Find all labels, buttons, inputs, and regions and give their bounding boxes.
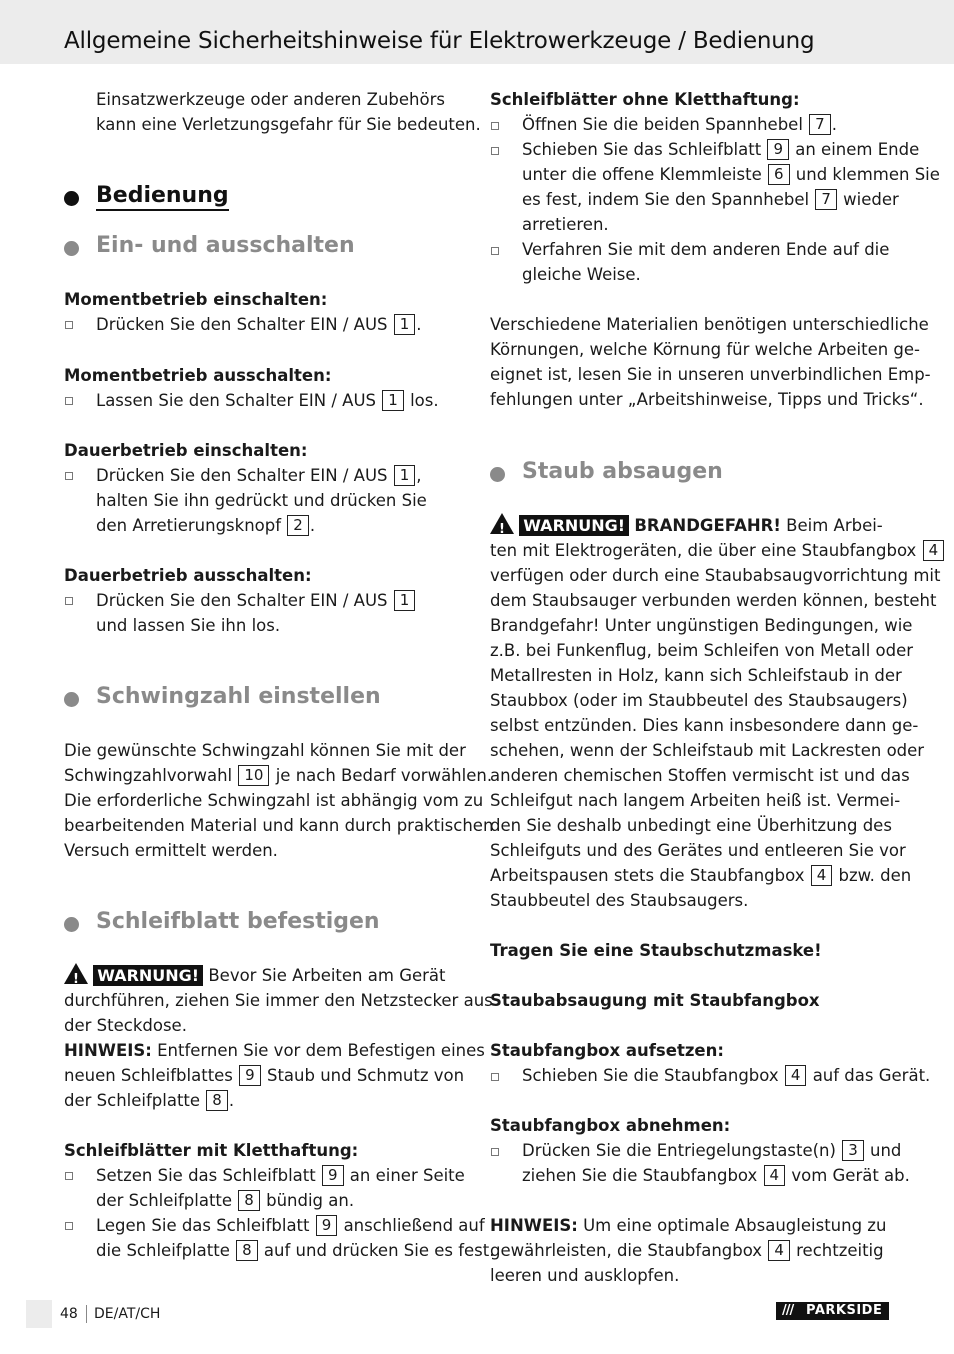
paragraph-line: z.B. bei Funkenflug, beim Schleifen von Metall oder: [490, 641, 914, 660]
list-item-cont: und lassen Sie ihn los.: [96, 616, 281, 635]
list-item-cont: ziehen Sie die Staubfangbox 4 vom Gerät ab.: [522, 1166, 910, 1185]
bullet-dot: [64, 241, 79, 256]
paragraph-line: verfügen oder durch eine Staubabsaugvorrichtung mit: [490, 566, 941, 585]
paragraph-line: Schleifguts und des Gerätes und entleeren Sie vor: [490, 841, 906, 860]
checkbox-bullet-icon: [65, 321, 73, 329]
hint-line: HINWEIS: Entfernen Sie vor dem Befestigen eines: [64, 1041, 485, 1060]
subheading: Tragen Sie eine Staubschutzmaske!: [490, 941, 822, 960]
intro-line: kann eine Verletzungsgefahr für Sie bedeuten.: [96, 115, 481, 134]
subheading: Staubfangbox aufsetzen:: [490, 1041, 724, 1060]
paragraph-line: Staubbeutel des Staubsaugers.: [490, 891, 749, 910]
paragraph-line: den Sie deshalb unbedingt eine Überhitzung des: [490, 816, 892, 835]
paragraph-line: Körnungen, welche Körnung für welche Arbeiten ge-: [490, 340, 920, 359]
warning-label: WARNUNG!: [519, 515, 629, 536]
paragraph-line: selbst entzünden. Dies kann insbesondere dann ge-: [490, 716, 919, 735]
subheading: Schleifblätter ohne Kletthaftung:: [490, 90, 800, 109]
checkbox-bullet-icon: [491, 122, 499, 130]
logo-text: PARKSIDE: [806, 1303, 883, 1318]
checkbox-bullet-icon: [491, 1073, 499, 1081]
warning-label: WARNUNG!: [93, 965, 203, 986]
paragraph-line: Versuch ermittelt werden.: [64, 841, 278, 860]
list-item: Setzen Sie das Schleifblatt 9 an einer Seite: [96, 1166, 465, 1185]
subheading: Dauerbetrieb ausschalten:: [64, 566, 312, 585]
checkbox-bullet-icon: [65, 1222, 73, 1230]
paragraph-line: der Steckdose.: [64, 1016, 187, 1035]
list-item-cont: den Arretierungsknopf 2 .: [96, 516, 316, 535]
list-item: Schieben Sie das Schleifblatt 9 an einem Ende: [522, 140, 920, 159]
paragraph-line: schehen, wenn der Schleifstaub mit Lackresten oder: [490, 741, 925, 760]
checkbox-bullet-icon: [491, 147, 499, 155]
paragraph-line: leeren und ausklopfen.: [490, 1266, 680, 1285]
page-title: Allgemeine Sicherheitshinweise für Elektrowerkzeuge / Bedienung: [64, 28, 815, 54]
list-item: Drücken Sie den Schalter EIN / AUS 1 ,: [96, 466, 422, 485]
paragraph-line: ten mit Elektrogeräten, die über eine Staubfangbox 4: [490, 538, 945, 563]
list-item: Lassen Sie den Schalter EIN / AUS 1 los.: [96, 391, 439, 410]
checkbox-bullet-icon: [491, 1148, 499, 1156]
intro-line: Einsatzwerkzeuge oder anderen Zubehörs: [96, 90, 445, 109]
warning-triangle-icon: !: [490, 513, 514, 534]
page-number: 48: [60, 1306, 78, 1322]
heading-ein-aus: Ein- und ausschalten: [96, 233, 355, 258]
paragraph-line: Die gewünschte Schwingzahl können Sie mit der: [64, 741, 466, 760]
paragraph-line: Schwingzahlvorwahl 10 je nach Bedarf vorwählen.: [64, 766, 493, 785]
paragraph-line: Die erforderliche Schwingzahl ist abhängig vom zu: [64, 791, 484, 810]
paragraph-line: eignet ist, lesen Sie in unseren unverbindlichen Emp-: [490, 365, 931, 384]
list-item-cont: halten Sie ihn gedrückt und drücken Sie: [96, 491, 427, 510]
paragraph-line: neuen Schleifblattes 9 Staub und Schmutz von: [64, 1066, 465, 1085]
list-item: Drücken Sie den Schalter EIN / AUS 1 .: [96, 315, 422, 334]
hint-line: HINWEIS: Um eine optimale Absaugleistung zu: [490, 1216, 887, 1235]
heading-bedienung: Bedienung: [96, 183, 229, 208]
paragraph-line: Metallresten in Holz, kann sich Schleifstaub in der: [490, 666, 902, 685]
list-item: Legen Sie das Schleifblatt 9 anschließend auf: [96, 1216, 485, 1235]
paragraph-line: dem Staubsauger verbunden werden können, besteht: [490, 591, 937, 610]
footer-divider: [86, 1305, 87, 1323]
list-item-cont: die Schleifplatte 8 auf und drücken Sie es fest.: [96, 1241, 495, 1260]
list-item-cont: arretieren.: [522, 215, 609, 234]
warning-triangle-icon: !: [64, 963, 88, 984]
paragraph-line: fehlungen unter „Arbeitshinweise, Tipps und Tricks“.: [490, 390, 924, 409]
paragraph-line: Schleifgut nach langem Arbeiten heiß ist. Vermei-: [490, 791, 901, 810]
checkbox-bullet-icon: [65, 397, 73, 405]
heading-schwingzahl: Schwingzahl einstellen: [96, 684, 381, 709]
paragraph-line: gewährleisten, die Staubfangbox 4 rechtzeitig: [490, 1241, 884, 1260]
subheading: Schleifblätter mit Kletthaftung:: [64, 1141, 359, 1160]
list-item-cont: der Schleifplatte 8 bündig an.: [96, 1191, 355, 1210]
list-item: Schieben Sie die Staubfangbox 4 auf das Gerät.: [522, 1066, 931, 1085]
paragraph-line: Staubbox (oder im Staubbeutel des Staubsaugers): [490, 691, 908, 710]
paragraph-line: Verschiedene Materialien benötigen unterschiedliche: [490, 315, 929, 334]
list-item: Verfahren Sie mit dem anderen Ende auf die: [522, 240, 890, 259]
subheading: Momentbetrieb ausschalten:: [64, 366, 332, 385]
paragraph-line: bearbeitenden Material und kann durch praktischen: [64, 816, 494, 835]
list-item-cont: unter die offene Klemmleiste 6 und klemmen Sie: [522, 165, 940, 184]
parkside-logo: [776, 1302, 889, 1320]
paragraph-line: Arbeitspausen stets die Staubfangbox 4 bzw. den: [490, 866, 912, 885]
subheading: Staubabsaugung mit Staubfangbox: [490, 991, 820, 1010]
heading-schleifblatt: Schleifblatt befestigen: [96, 909, 380, 934]
logo-mark-icon: ///: [782, 1303, 794, 1318]
bullet-dot: [64, 692, 79, 707]
subheading: Momentbetrieb einschalten:: [64, 290, 328, 309]
list-item-cont: es fest, indem Sie den Spannhebel 7 wieder: [522, 190, 899, 209]
list-item: Drücken Sie die Entriegelungstaste(n) 3 und: [522, 1141, 902, 1160]
list-item-cont: gleiche Weise.: [522, 265, 641, 284]
paragraph-line: anderen chemischen Stoffen vermischt ist und das: [490, 766, 910, 785]
warning-line: ! WARNUNG! BRANDGEFAHR! Beim Arbei-: [490, 513, 883, 538]
footer-locale: DE/AT/CH: [94, 1306, 161, 1322]
checkbox-bullet-icon: [65, 597, 73, 605]
list-item: Öffnen Sie die beiden Spannhebel 7 .: [522, 115, 837, 134]
checkbox-bullet-icon: [65, 1172, 73, 1180]
warning-line: ! WARNUNG! Bevor Sie Arbeiten am Gerät: [64, 963, 446, 988]
checkbox-bullet-icon: [65, 472, 73, 480]
subheading: Dauerbetrieb einschalten:: [64, 441, 308, 460]
list-item: Drücken Sie den Schalter EIN / AUS 1: [96, 588, 416, 613]
bullet-dot: [490, 467, 505, 482]
subheading: Staubfangbox abnehmen:: [490, 1116, 731, 1135]
footer-marker: [26, 1300, 52, 1328]
checkbox-bullet-icon: [491, 247, 499, 255]
bullet-dot: [64, 917, 79, 932]
bullet-dot: [64, 191, 79, 206]
page-header: [0, 0, 954, 64]
heading-staub: Staub absaugen: [522, 459, 723, 484]
paragraph-line: Brandgefahr! Unter ungünstigen Bedingungen, wie: [490, 616, 913, 635]
paragraph-line: durchführen, ziehen Sie immer den Netzstecker aus: [64, 991, 493, 1010]
paragraph-line: der Schleifplatte 8 .: [64, 1091, 235, 1110]
